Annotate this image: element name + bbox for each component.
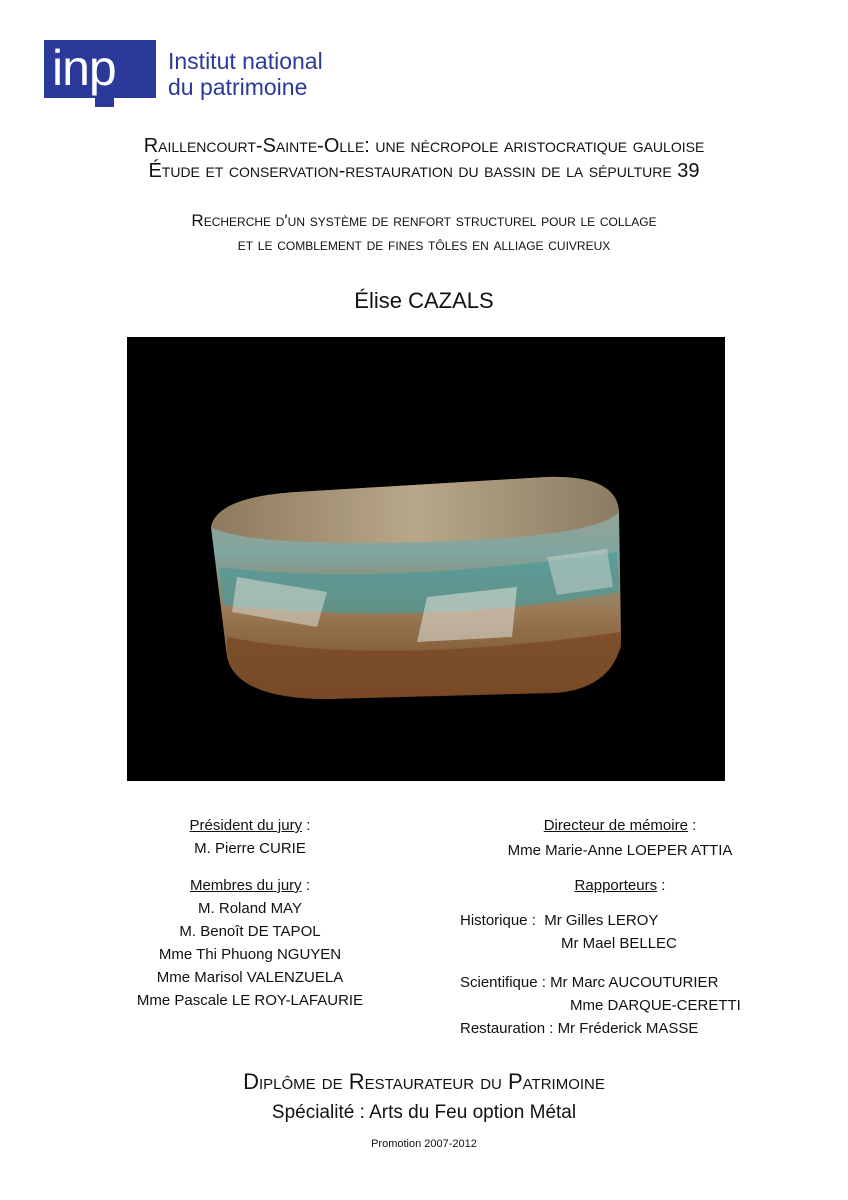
sub-title-line1: Recherche d'un système de renfort structurel pour le collage — [191, 211, 657, 230]
president-name: M. Pierre CURIE — [194, 840, 306, 857]
main-title-line2: Étude et conservation-restauration du bassin de la sépulture 39 — [148, 160, 700, 182]
logo-box-tail — [95, 98, 114, 107]
historique-reporter: Mr Mael BELLEC — [561, 935, 677, 952]
inp-logo — [44, 40, 364, 110]
speciality: Spécialité : Arts du Feu option Métal — [271, 1102, 577, 1123]
basin-photo — [127, 337, 725, 781]
author-name: Élise CAZALS — [354, 288, 494, 313]
scientifique-reporter: Mr Marc AUCOUTURIER — [550, 974, 719, 991]
jury-column: Président du jury : M. Pierre CURIE Membres du jury : M. Roland MAY M. Benoît DE TAPOL Mme Thi Phuong NGUYEN Mme Marisol VALENZUELA Mme Pascale LE ROY-LAFAURIE — [112, 814, 388, 1012]
sub-title — [0, 209, 848, 257]
historique-reporter: Mr Gilles LEROY — [544, 912, 659, 929]
scientifique-reporter: Mme DARQUE-CERETTI — [570, 997, 741, 1014]
logo-name — [168, 48, 323, 100]
member-name: Mme Pascale LE ROY-LAFAURIE — [136, 992, 364, 1009]
president-label: Président du jury — [189, 817, 303, 834]
diploma-title: Diplôme de Restaurateur du Patrimoine — [243, 1069, 605, 1094]
member-name: M. Roland MAY — [198, 900, 302, 917]
promotion: Promotion 2007-2012 — [371, 1138, 477, 1150]
member-name: Mme Thi Phuong NGUYEN — [158, 946, 342, 963]
basin-illustration — [127, 337, 725, 781]
historique-label: Historique : — [460, 912, 536, 929]
member-name: Mme Marisol VALENZUELA — [156, 969, 344, 986]
sub-title-line2: et le comblement de fines tôles en alliage cuivreux — [237, 235, 611, 254]
logo-mark: inp — [52, 40, 116, 96]
members-label: Membres du jury — [189, 877, 302, 894]
member-name: M. Benoît DE TAPOL — [179, 923, 321, 940]
restauration-label: Restauration : — [460, 1020, 554, 1037]
director-name: Mme Marie-Anne LOEPER ATTIA — [507, 842, 733, 859]
direction-column: Directeur de mémoire : Mme Marie-Anne LOEPER ATTIA Rapporteurs : Historique : Mr Gilles LEROY Mr Mael BELLEC Scientifique : Mr Marc AUCOUTURIER Mme DARQUE-CERETTI Restauration : Mr Fréderick MASSE — [455, 814, 785, 1040]
main-title — [0, 134, 848, 184]
restauration-reporter: Mr Fréderick MASSE — [557, 1020, 699, 1037]
main-title-line1: Raillencourt-Sainte-Olle: une nécropole aristocratique gauloise — [143, 135, 705, 157]
scientifique-label: Scientifique : — [460, 974, 546, 991]
logo-name-line1: Institut national — [168, 48, 323, 74]
reporters-label: Rapporteurs — [574, 877, 658, 894]
logo-name-line2: du patrimoine — [168, 74, 308, 100]
director-label: Directeur de mémoire — [543, 817, 688, 834]
